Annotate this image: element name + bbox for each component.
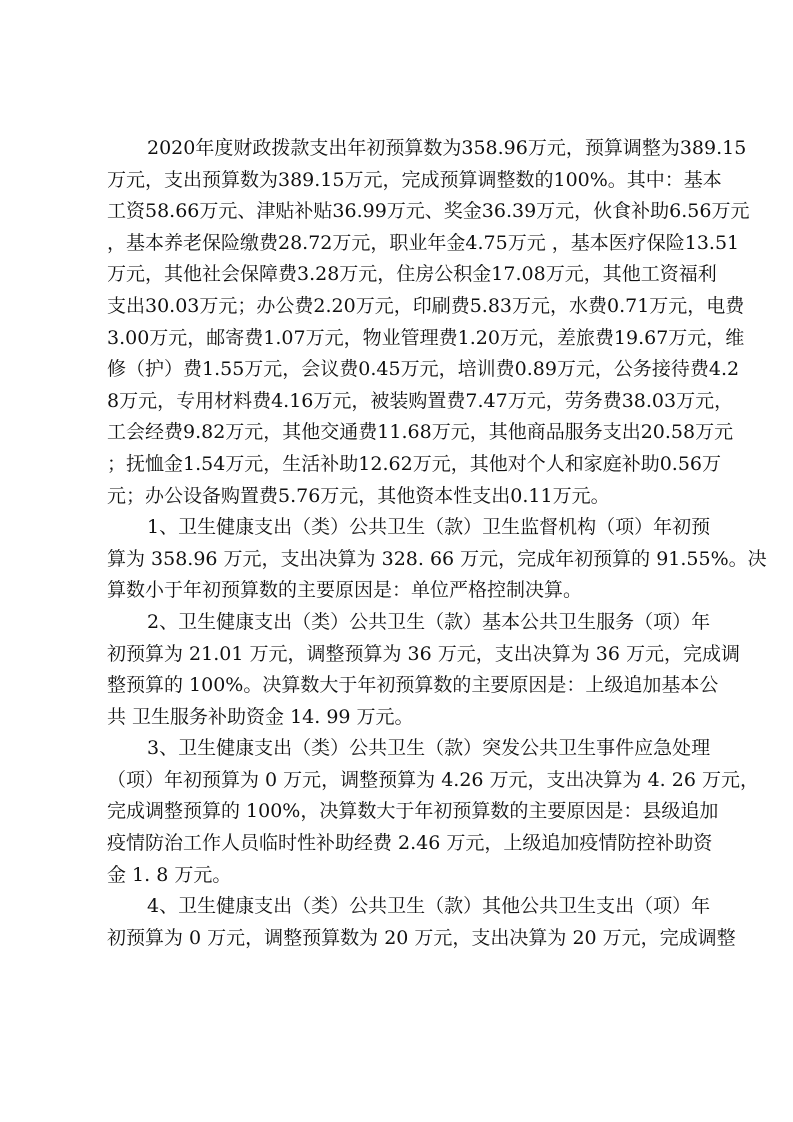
- text-line: 8万元，专用材料费4.16万元，被装购置费7.47万元，劳务费38.03万元，: [107, 389, 734, 412]
- text-line: ，基本养老保险缴费28.72万元，职业年金4.75万元 ，基本医疗保险13.51: [107, 231, 740, 254]
- text-line: 2020年度财政拨款支出年初预算数为358.96万元，预算调整为389.15: [147, 137, 747, 159]
- text-line: 算为 358.96 万元，支出决算为 328. 66 万元，完成年初预算的 91.55%。决: [107, 547, 767, 570]
- text-line: 3、卫生健康支出（类）公共卫生（款）突发公共卫生事件应急处理: [147, 737, 711, 760]
- text-line: （项）年初预算为 0 万元，调整预算为 4.26 万元，支出决算为 4. 26 万元，: [107, 768, 759, 791]
- text-line: ；抚恤金1.54万元，生活补助12.62万元，其他对个人和家庭补助0.56万: [107, 452, 722, 475]
- text-line: 支出30.03万元；办公费2.20万元，印刷费5.83万元，水费0.71万元，电费: [107, 294, 745, 317]
- text-line: 工资58.66万元、津贴补贴36.99万元、奖金36.39万元，伙食补助6.56万元: [107, 200, 750, 223]
- text-line: 2、卫生健康支出（类）公共卫生（款）基本公共卫生服务（项）年: [147, 610, 711, 633]
- text-line: 工会经费9.82万元，其他交通费11.68万元，其他商品服务支出20.58万元: [107, 421, 734, 444]
- text-line: 算数小于年初预算数的主要原因是：单位严格控制决算。: [107, 579, 583, 602]
- text-line: 疫情防治工作人员临时性补助经费 2.46 万元，上级追加疫情防控补助资: [107, 832, 713, 855]
- text-line: 4、卫生健康支出（类）公共卫生（款）其他公共卫生支出（项）年: [147, 895, 711, 918]
- paragraph: [107, 512, 767, 607]
- paragraph: [107, 733, 759, 891]
- text-line: 初预算为 21.01 万元，调整预算为 36 万元，支出决算为 36 万元，完成调: [107, 642, 740, 665]
- text-line: 修（护）费1.55万元，会议费0.45万元，培训费0.89万元，公务接待费4.2: [107, 358, 740, 381]
- text-line: 3.00万元，邮寄费1.07万元，物业管理费1.20万元，差旅费19.67万元，维: [107, 326, 745, 349]
- text-line: 1、卫生健康支出（类）公共卫生（款）卫生监督机构（项）年初预: [147, 516, 711, 539]
- text-line: 完成调整预算的 100%，决算数大于年初预算数的主要原因是：县级追加: [107, 800, 719, 823]
- text-line: 万元，支出预算数为389.15万元，完成预算调整数的100%。其中：基本: [107, 168, 722, 191]
- text-line: 共 卫生服务补助资金 14. 99 万元。: [107, 705, 414, 728]
- text-line: 金 1. 8 万元。: [107, 863, 232, 886]
- text-line: 整预算的 100%。决算数大于年初预算数的主要原因是：上级追加基本公: [107, 674, 719, 697]
- text-line: 万元，其他社会保障费3.28万元，住房公积金17.08万元，其他工资福利: [107, 263, 717, 286]
- paragraph: [107, 133, 750, 512]
- text-line: 初预算为 0 万元，调整预算数为 20 万元，支出决算为 20 万元，完成调整: [107, 926, 736, 949]
- document-body: [107, 133, 767, 954]
- text-line: 元；办公设备购置费5.76万元，其他资本性支出0.11万元。: [107, 484, 610, 507]
- paragraph: [107, 607, 740, 733]
- paragraph: [107, 891, 736, 954]
